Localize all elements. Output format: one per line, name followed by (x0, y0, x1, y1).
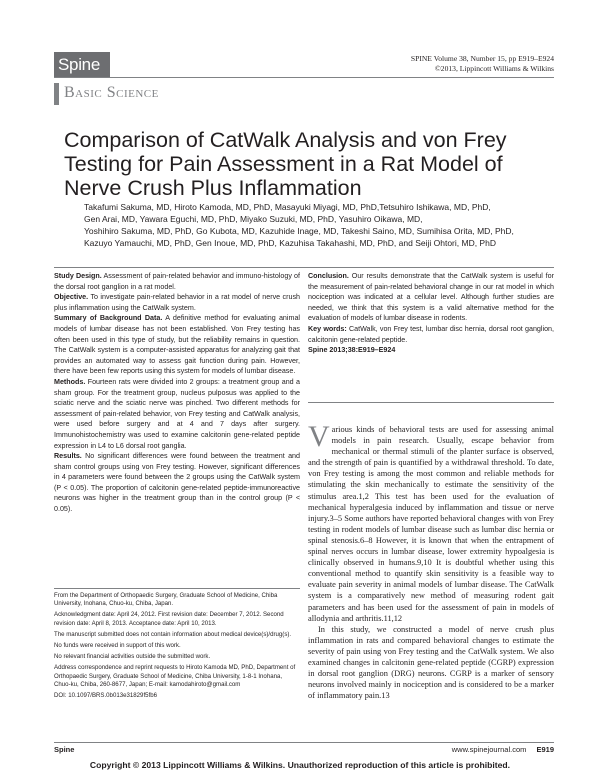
section-label: Basic Science (64, 84, 159, 101)
abstract-background (54, 313, 300, 377)
body-text (308, 420, 554, 701)
abstract-keywords (308, 324, 554, 345)
section-bar (54, 83, 59, 105)
footnote-doi: DOI: 10.1097/BRS.0b013e31829f5fb6 (54, 692, 157, 700)
text: No significant differences were found between the treatment and sham control groups using von Frey testing. However, significant differences in 4 parameters were found between the 2 groups using the CatWalk system (P < 0.05). The proportion of calcitonin gene-related peptide-immunoreactive neurons was higher in the treatment group than in the control group (P < 0.05). (54, 452, 300, 514)
label: Key words: (308, 324, 347, 333)
author-list (84, 201, 554, 249)
abstract-right-column (308, 271, 554, 356)
article-title: Comparison of CatWalk Analysis and von Frey Testing for Pain Assessment in a Rat Model of Nerve Crush Plus Inflammation (64, 128, 507, 200)
abstract-right-rule (308, 402, 554, 403)
footnotes (54, 592, 300, 703)
label: Study Design. (54, 272, 102, 280)
footer-url[interactable]: www.spinejournal.com (451, 745, 527, 754)
abstract-conclusion (308, 271, 554, 324)
abstract-methods (54, 377, 300, 451)
author-line: Yoshihiro Sakuma, MD, PhD, Go Kubota, MD, Kazuhide Inage, MD, Takeshi Saino, MD, Sumihisa Orita, MD, PhD, (84, 226, 514, 236)
abstract-cite: Spine 2013;38:E919–E924 (308, 346, 396, 355)
text: Assessment of pain-related behavior and immuno-histology of the dorsal root ganglion in a rat model. (54, 272, 300, 291)
abstract-results (54, 451, 300, 515)
label: Conclusion. (308, 272, 349, 280)
author-line: Gen Arai, MD, Yawara Eguchi, MD, PhD, Miyako Suzuki, MD, PhD, Yasuhiro Oikawa, MD, (84, 214, 423, 224)
footer-right (452, 745, 554, 754)
footnote-affiliation: From the Department of Orthopaedic Surgery, Graduate School of Medicine, Chiba University, Inohana, Chuo-ku, Chiba, Japan. (54, 592, 278, 608)
abstract-study-design (54, 271, 300, 292)
label: Results. (54, 452, 82, 461)
footer-page: E919 (536, 745, 554, 754)
journal-copyright: ©2013, Lippincott Williams & Wilkins (435, 63, 554, 73)
footnote-rule (54, 588, 300, 589)
author-line: Kazuyo Yamauchi, MD, PhD, Gen Inoue, MD, PhD, Kazuhisa Takahashi, MD, PhD, and Seiji Ohtori, MD, PhD (84, 238, 496, 248)
abstract-top-rule (54, 267, 554, 268)
abstract-objective (54, 292, 300, 313)
footnote-funds: No funds were received in support of this work. (54, 642, 181, 650)
author-line: Takafumi Sakuma, MD, Hiroto Kamoda, MD, PhD, Masayuki Miyagi, MD, PhD,Tetsuhiro Ishikawa, MD, PhD, (84, 202, 491, 212)
body-paragraph-2: In this study, we constructed a model of nerve crush plus inflammation in rats and compared behavioral changes to estimate the severity of pain using von Frey testing and the CatWalk system. We also examined changes in calcitonin gene-related peptide (CGRP) expression in dorsal root ganglion (DRG) neurons. CGRP is a marker of sensory neurons involved mainly in nociception and is considered to be a marker of inflammatory pain.13 (308, 624, 554, 701)
paragraph-text: arious kinds of behavioral tests are used for assessing animal models in pain research. Usually, escape behavior from mechanical or thermal stimuli of the planter surface is observed, and the strength of pain is quantified by a withdrawal threshold. To date, von Frey testing is among the most common and reliable methods for stimulating the skin mechanically to estimate the sensitivity of the stimulus area.1,2 This test has been used for the evaluation of mechanical hyperalgesia induced by inflammation and tissue or nerve injury.3–5 Some authors have reported behavioral changes with von Frey testing in rodent models of lumbar disease such as lumbar disc hernia or spinal stenosis.6–8 However, it is known that when the entrapment of spinal nerves occurs in lumbar disease, lower extremity hypoalgesia is clinically observed in humans.9,10 It is doubtful whether using this conventional method to quantify skin sensitivity is a feasible way to evaluate pain severity in animal models of lumbar disease. The CatWalk system is a comparatively new method of measuring rodent gait parameters and has been used for the assessment of pain in models of allodynia and arthritis.11,12 (308, 425, 554, 623)
dropcap: V (308, 420, 330, 453)
footnote-financial: No relevant financial activities outside the submitted work. (54, 653, 211, 661)
footer-rule (54, 742, 554, 743)
abstract-left-column (54, 271, 300, 515)
footer-journal: Spine (54, 745, 75, 754)
body-paragraph-1 (308, 420, 554, 624)
copyright-notice: Copyright © 2013 Lippincott Williams & Wilkins. Unauthorized reproduction of this article is prohibited. (89, 760, 511, 770)
journal-citation (411, 54, 554, 73)
text: Our results demonstrate that the CatWalk system is useful for the measurement of pain-related behavioral change in our rat model in which nociception was indicated at a cellular level. Although further studies are needed, we think that this system is a valid alternative method for the evaluation of models of lumbar disease in rodents. (308, 272, 555, 323)
text: CatWalk, von Frey test, lumbar disc hernia, dorsal root ganglion, calcitonin gene-related peptide. (308, 324, 554, 344)
text: A definitive method for evaluating animal models of lumbar disease has not been established. Von Frey testing has often been used in this type of study, but the reliability remains in question. The CatWalk system is a computer-assisted apparatus for analyzing gait that provides an automated way to assess gait function during pain. However, there have been few reports using this system for models of lumbar disease. (54, 314, 301, 376)
label: Objective. (54, 293, 89, 302)
header-rule (54, 77, 554, 78)
footnote-device: The manuscript submitted does not contain information about medical device(s)/drug(s). (54, 630, 292, 638)
text: Fourteen rats were divided into 2 groups: a treatment group and a sham group. For the treatment group, nucleus pulposus was applied to the sciatic nerve and the sciatic nerve was pinched. Two different methods for assessment of pain-related behavior, von Frey testing and CatWalk analysis, were used before surgery and at 4 and 7 days after surgery. Immunohistochemistry was used to examine calcitonin gene-related peptide expression in L4 to L6 dorsal root ganglia. (54, 377, 300, 450)
footnote-correspondence: Address correspondence and reprint requests to Hiroto Kamoda MD, PhD, Department of Orthopaedic Surgery, Graduate School of Medicine, Chiba University, 1-8-1 Inohana, Chuo-ku, Chiba, 260-8677, Japan; E-mail: kamodahiroto@gmail.com (54, 664, 296, 688)
journal-logo: Spine (54, 52, 110, 78)
label: Methods. (54, 377, 86, 386)
journal-volume: SPINE Volume 38, Number 15, pp E919–E924 (410, 54, 554, 63)
text: To investigate pain-related behavior in a rat model of nerve crush plus inflammation using the CatWalk system. (54, 293, 300, 312)
footnote-dates: Acknowledgment date: April 24, 2012. First revision date: December 7, 2012. Second revision date: April 8, 2013. Acceptance date: April 10, 2013. (54, 611, 284, 627)
label: Summary of Background Data. (54, 314, 163, 323)
